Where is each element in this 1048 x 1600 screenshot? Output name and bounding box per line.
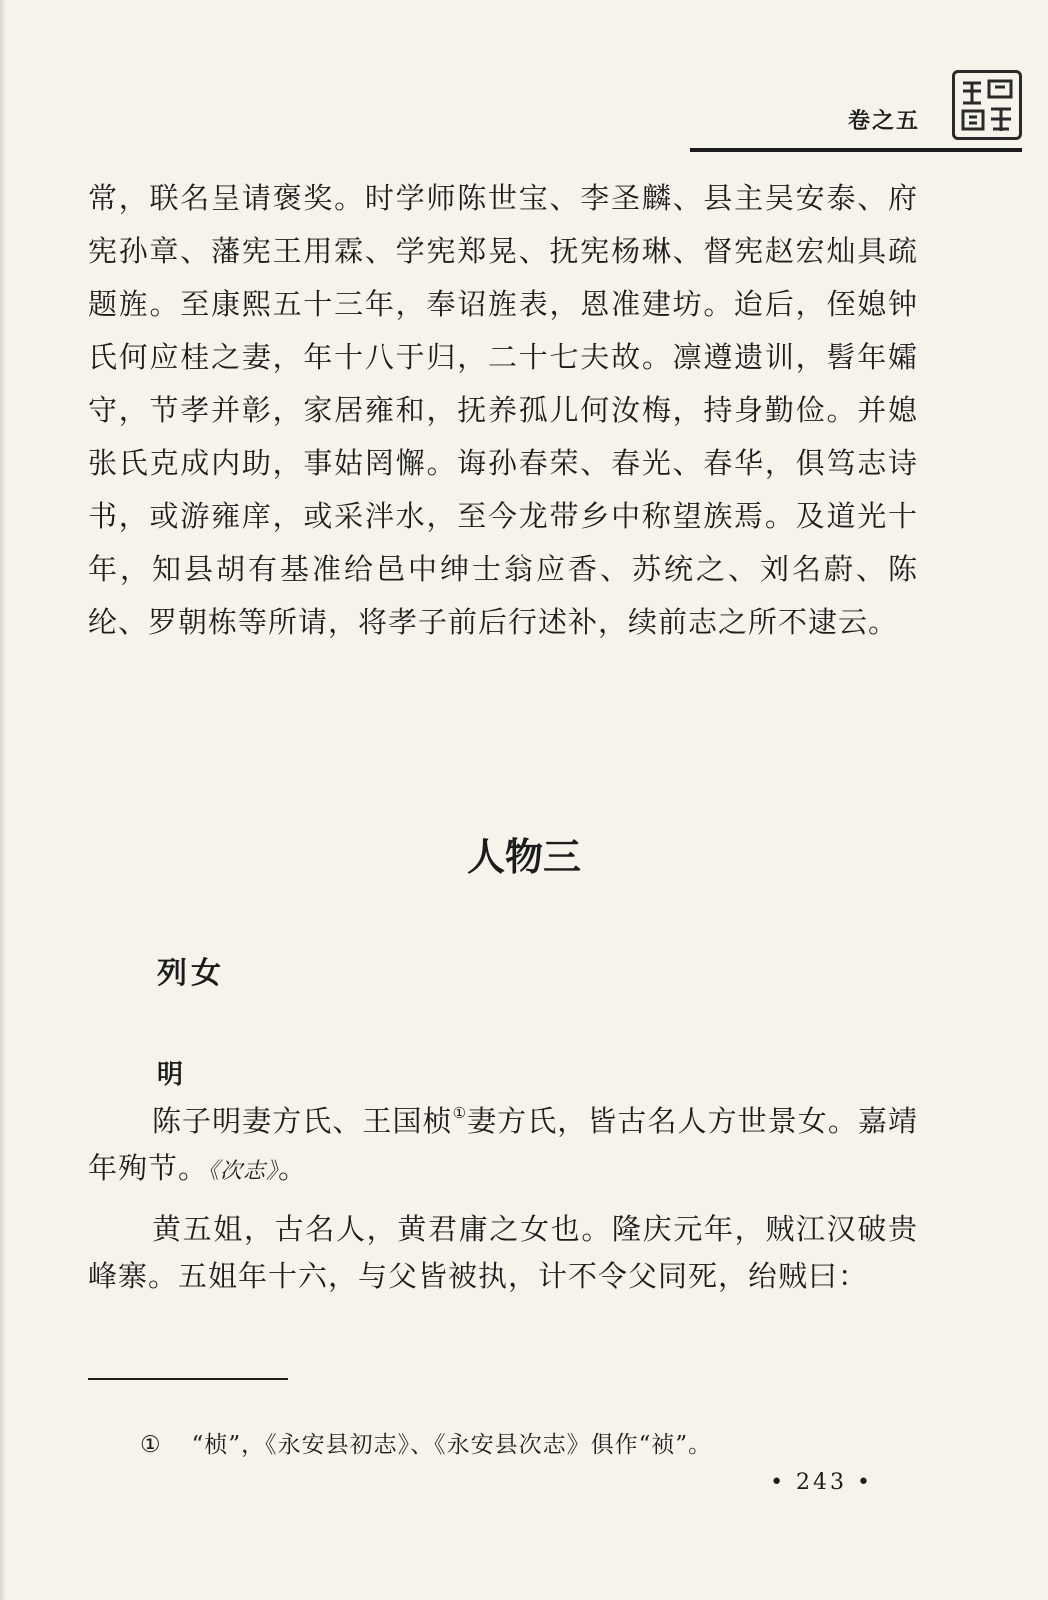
seal-stamp-icon bbox=[952, 70, 1022, 140]
footnote-rule bbox=[88, 1378, 288, 1380]
footnote-mark: ① bbox=[140, 1432, 162, 1458]
footnote-reference[interactable]: ① bbox=[452, 1104, 468, 1122]
entry-paragraph bbox=[88, 1098, 918, 1195]
source-citation: 《次志》 bbox=[208, 1159, 279, 1184]
footnote-text: “桢”，《永安县初志》、《永安县次志》俱作“祯”。 bbox=[191, 1432, 713, 1458]
entry-text: 妻方氏，皆古名人方世景女。嘉靖年殉节。 bbox=[88, 1104, 918, 1185]
entry-paragraph: 黄五姐，古名人，黄君庸之女也。隆庆元年，贼江汉破贵峰寨。五姐年十六，与父皆被执，计不令父同死，绐贼曰： bbox=[88, 1212, 918, 1293]
footnote bbox=[140, 1426, 712, 1459]
entry-text: 。 bbox=[278, 1151, 309, 1185]
page-number: • 243 • bbox=[770, 1470, 873, 1495]
page-binding-edge bbox=[0, 0, 6, 1600]
section-title: 人物三 bbox=[466, 835, 581, 879]
header-rule bbox=[690, 148, 1022, 152]
continued-paragraph: 常，联名呈请褒奖。时学师陈世宝、李圣麟、县主吴安泰、府宪孙章、藩宪王用霖、学宪郑晃、抚宪杨琳、督宪赵宏灿具疏题旌。至康熙五十三年，奉诏旌表，恩准建坊。迨后，侄媳钟氏何应桂之妻，年十八于归，二十七夫故。凛遵遗训，髫年孀守，节孝并彰，家居雍和，抚养孤儿何汝梅，持身勤俭。并媳张氏克成内助，事姑罔懈。诲孙春荣、春光、春华，俱笃志诗书，或游雍庠，或采泮水，至今龙带乡中称望族焉。及道光十年，知县胡有基准给邑中绅士翁应香、苏统之、刘名蔚、陈纶、罗朝栋等所请，将孝子前后行述补，续前志之所不逮云。 bbox=[88, 181, 918, 639]
section-subtitle: 列女 bbox=[157, 956, 225, 991]
running-head: 卷之五 bbox=[847, 109, 920, 134]
entry-text: 陈子明妻方氏、王国桢 bbox=[152, 1104, 453, 1138]
dynasty-heading: 明 bbox=[157, 1060, 184, 1090]
